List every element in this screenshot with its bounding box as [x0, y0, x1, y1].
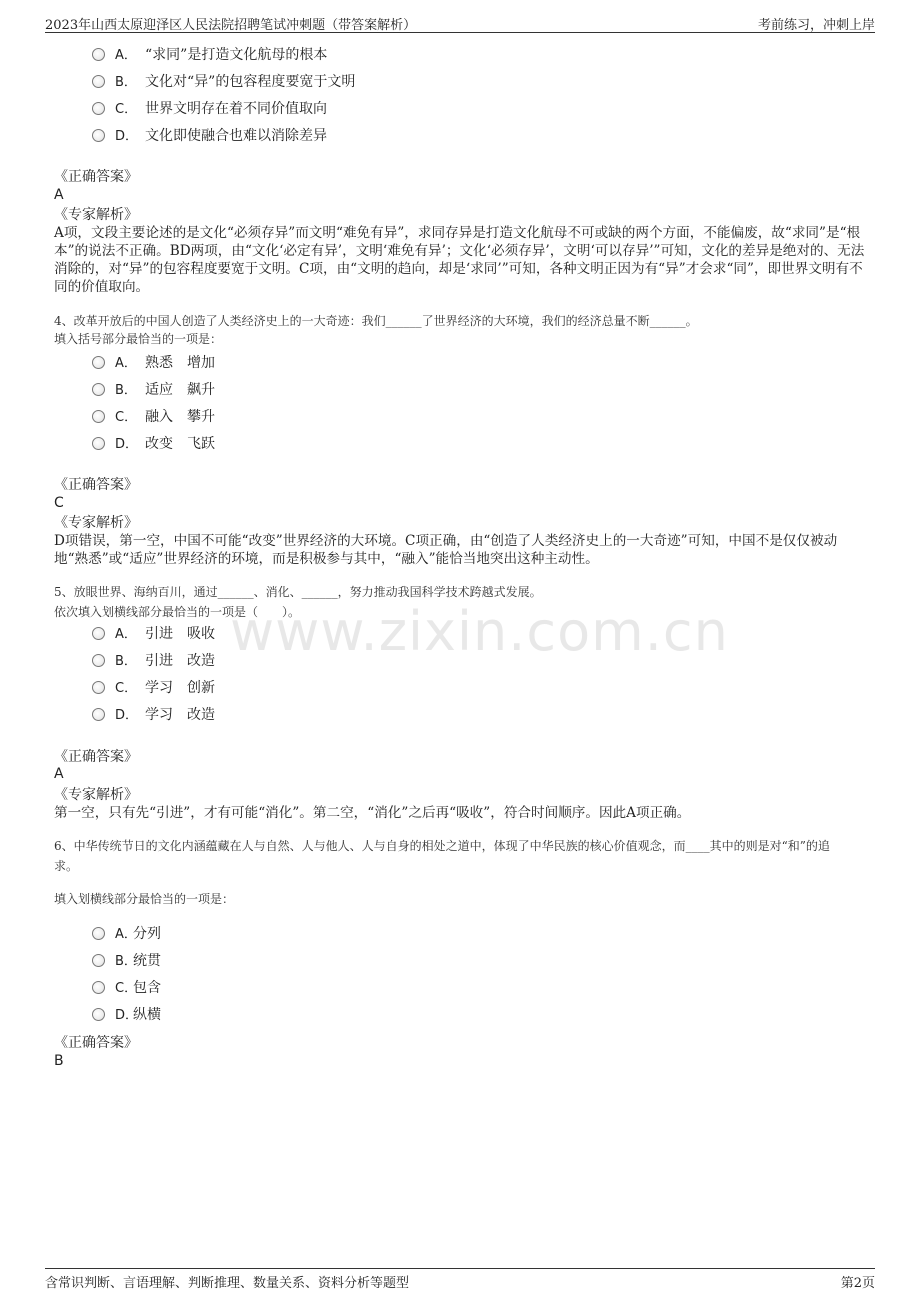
q3-option-b[interactable]: B． 文化对“异”的包容程度要宽于文明	[92, 72, 355, 92]
watermark: www.zixin.com.cn	[230, 600, 729, 663]
q4-option-a[interactable]: A． 熟悉 增加	[92, 353, 215, 373]
q4-option-c[interactable]: C． 融入 攀升	[92, 407, 215, 427]
radio-icon[interactable]	[92, 129, 105, 142]
q4-option-b[interactable]: B． 适应 飙升	[92, 380, 215, 400]
q4-stem: 4、改革开放后的中国人创造了人类经济史上的一大奇迹：我们______了世界经济的大环境，我们的经济总量不断______。	[54, 314, 698, 328]
radio-icon[interactable]	[92, 75, 105, 88]
q6-option-a[interactable]: A．分列	[92, 924, 161, 944]
q5-analysis-label: 《专家解析》	[54, 787, 138, 803]
q4-option-d[interactable]: D． 改变 飞跃	[92, 434, 215, 454]
footer-description: 含常识判断、言语理解、判断推理、数量关系、资料分析等题型	[45, 1276, 410, 1291]
q4-analysis-label: 《专家解析》	[54, 515, 138, 531]
q4-answer: C	[54, 495, 64, 511]
radio-icon[interactable]	[92, 627, 105, 640]
radio-icon[interactable]	[92, 1008, 105, 1021]
q4-prompt: 填入括号部分最恰当的一项是：	[54, 332, 223, 346]
q6-answer-label: 《正确答案》	[54, 1035, 138, 1051]
q5-answer-label: 《正确答案》	[54, 749, 138, 765]
radio-icon[interactable]	[92, 48, 105, 61]
radio-icon[interactable]	[92, 102, 105, 115]
radio-icon[interactable]	[92, 437, 105, 450]
q5-prompt: 依次填入划横线部分最恰当的一项是（ ）。	[54, 605, 301, 619]
page-header	[45, 12, 875, 33]
radio-icon[interactable]	[92, 383, 105, 396]
q3-analysis-label: 《专家解析》	[54, 207, 138, 223]
q6-option-d[interactable]: D．纵横	[92, 1005, 161, 1025]
q3-analysis: A项，文段主要论述的是文化“必须存异”而文明“难免有异”，求同存异是打造文化航母不可或缺的两个方面，不能偏废，故“求同”是“根本”的说法不正确。BD两项，由“文化‘必定有异’，文明‘难免有异’；文化‘必须存异’，文明‘可以存异’”可知，文化的差异是绝对的、无法消除的，对“异”的包容程度要宽于文明。C项，由“文明的趋向，却是‘求同’”可知，各种文明正因为有“异”才会求“同”，即世界文明有不同的价值取向。	[54, 225, 865, 295]
radio-icon[interactable]	[92, 410, 105, 423]
radio-icon[interactable]	[92, 681, 105, 694]
header-slogan: 考前练习，冲刺上岸	[757, 18, 875, 33]
radio-icon[interactable]	[92, 927, 105, 940]
q4-answer-label: 《正确答案》	[54, 477, 138, 493]
q3-option-a[interactable]: A． “求同”是打造文化航母的根本	[92, 45, 327, 65]
q5-answer: A	[54, 766, 64, 782]
q6-stem: 6、中华传统节日的文化内涵蕴藏在人与自然、人与他人、人与自身的相处之道中，体现了中华民族的核心价值观念，而____其中的则是对“和”的追求。	[54, 839, 830, 873]
q6-prompt: 填入划横线部分最恰当的一项是：	[54, 892, 235, 906]
q5-option-b[interactable]: B． 引进 改造	[92, 651, 215, 671]
q3-option-c[interactable]: C． 世界文明存在着不同价值取向	[92, 99, 327, 119]
q3-answer-label: 《正确答案》	[54, 169, 138, 185]
q6-answer: B	[54, 1053, 64, 1069]
q5-option-d[interactable]: D． 学习 改造	[92, 705, 215, 725]
q5-option-c[interactable]: C． 学习 创新	[92, 678, 215, 698]
q6-option-c[interactable]: C．包含	[92, 978, 161, 998]
radio-icon[interactable]	[92, 954, 105, 967]
q3-option-d[interactable]: D． 文化即使融合也难以消除差异	[92, 126, 327, 146]
radio-icon[interactable]	[92, 654, 105, 667]
q5-analysis: 第一空，只有先“引进”，才有可能“消化”。第二空，“消化”之后再“吸收”，符合时间顺序。因此A项正确。	[54, 805, 691, 821]
q5-stem: 5、放眼世界、海纳百川，通过______、消化、______，努力推动我国科学技术跨越式发展。	[54, 585, 542, 599]
radio-icon[interactable]	[92, 708, 105, 721]
q3-answer: A	[54, 187, 64, 203]
radio-icon[interactable]	[92, 356, 105, 369]
radio-icon[interactable]	[92, 981, 105, 994]
page-number: 第2页	[840, 1276, 875, 1291]
document-title: 2023年山西太原迎泽区人民法院招聘笔试冲刺题（带答案解析）	[45, 18, 417, 33]
q6-option-b[interactable]: B．统贯	[92, 951, 161, 971]
q5-option-a[interactable]: A． 引进 吸收	[92, 624, 215, 644]
page-footer	[45, 1268, 875, 1291]
q4-analysis: D项错误，第一空，中国不可能“改变”世界经济的大环境。C项正确，由“创造了人类经济史上的一大奇迹”可知，中国不是仅仅被动地“熟悉”或“适应”世界经济的环境，而是积极参与其中，“融入”能恰当地突出这种主动性。	[54, 533, 838, 567]
